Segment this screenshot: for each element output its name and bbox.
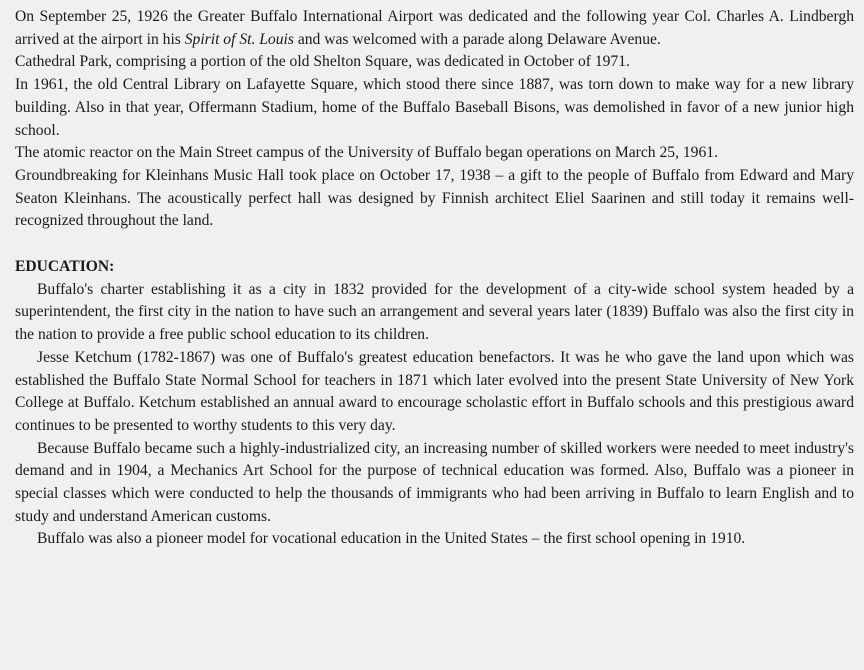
paragraph-vocational: Buffalo was also a pioneer model for vocational education in the United States – the first school opening in 1910. <box>37 530 746 548</box>
airport-text-after: and was welcomed with a parade along Delaware Avenue. <box>293 30 661 48</box>
paragraph-central-library: In 1961, the old Central Library on Lafayette Square, which stood there since 1887, was torn down to make way for a new library building. Also in that year, Offermann Stadium, home of the Buffalo Baseball Bisons, was demolished in favor of a new junior high school. <box>15 76 854 139</box>
airport-text-before: On September 25, 1926 the Greater Buffalo International Airport was dedicated and the following year Col. Charles A. Lindbergh arrived at the airport in his <box>15 8 854 48</box>
paragraph-cathedral-park: Cathedral Park, comprising a portion of the old Shelton Square, was dedicated in October of 1971. <box>15 53 630 71</box>
paragraph-ketchum: Jesse Ketchum (1782-1867) was one of Buffalo's greatest education benefactors. It was he who gave the land upon which was established the Buffalo State Normal School for teachers in 1871 which later evolved into the present State University of New York College at Buffalo. Ketchum established an annual award to encourage scholastic effort in Buffalo schools and this prestigious award continues to be presented to worthy students to this very day. <box>15 348 854 434</box>
section-gap <box>15 233 854 255</box>
paragraph-kleinhans: Groundbreaking for Kleinhans Music Hall took place on October 17, 1938 – a gift to the people of Buffalo from Edward and Mary Seaton Kleinhans. The acoustically perfect hall was designed by Finnish architect Eliel Saarinen and still today it remains well-recognized throughout the land. <box>15 166 854 230</box>
paragraph-charter: Buffalo's charter establishing it as a city in 1832 provided for the development of a city-wide school system headed by a superintendent, the first city in the nation to have such an arrangement and several years later (1839) Buffalo was also the first city in the nation to provide a free public school education to its children. <box>15 280 854 344</box>
paragraph-atomic-reactor: The atomic reactor on the Main Street campus of the University of Buffalo began operations on March 25, 1961. <box>15 144 718 162</box>
airport-text-italic: Spirit of St. Louis <box>184 30 294 48</box>
education-heading: EDUCATION: <box>15 258 115 276</box>
paragraph-airport <box>15 6 854 51</box>
paragraph-mechanics-school: Because Buffalo became such a highly-industrialized city, an increasing number of skilled workers were needed to meet industry's demand and in 1904, a Mechanics Art School for the purpose of technical education was formed. Also, Buffalo was a pioneer in special classes which were conducted to help the thousands of immigrants who had been arriving in Buffalo to learn English and to study and understand American customs. <box>15 439 854 525</box>
